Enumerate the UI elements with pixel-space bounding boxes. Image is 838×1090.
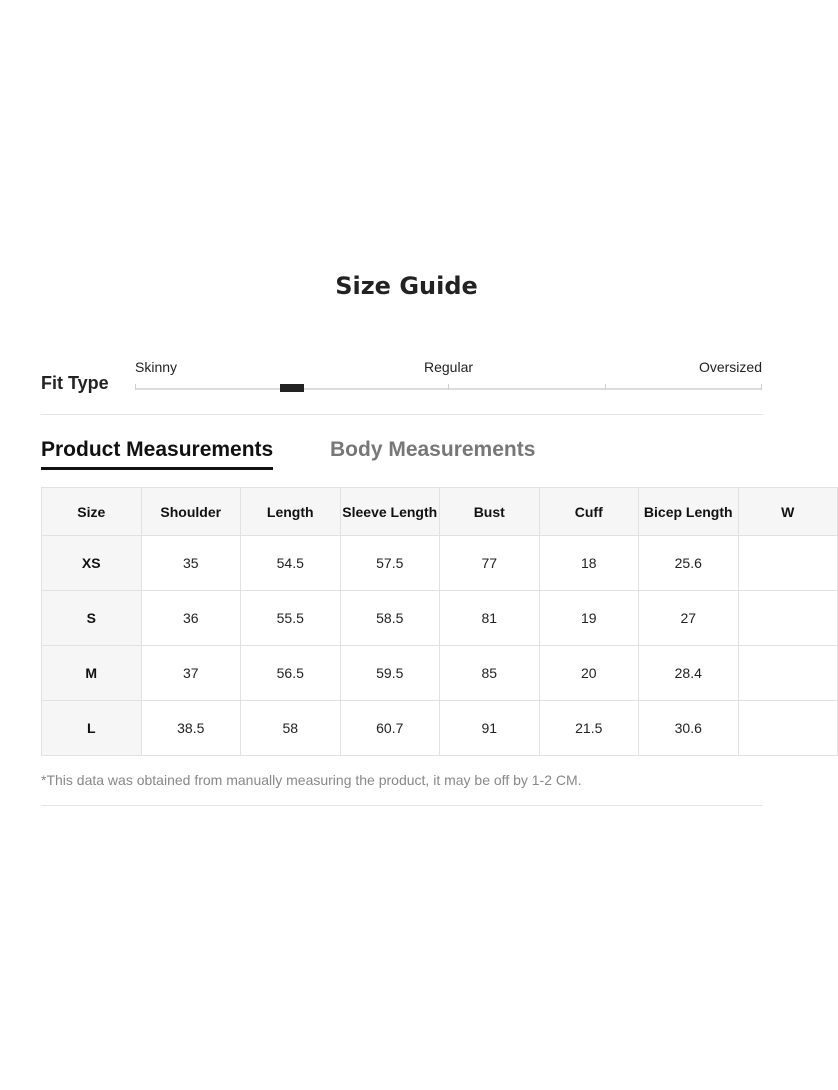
fit-tick	[135, 384, 136, 390]
fit-scale-regular: Regular	[424, 359, 474, 375]
fit-level-marker	[280, 384, 304, 392]
table-cell: 37	[141, 646, 241, 701]
table-cell: 38.5	[141, 701, 241, 756]
table-cell	[738, 536, 838, 591]
table-cell: 21.5	[539, 701, 639, 756]
column-header: Length	[241, 488, 341, 536]
table-cell: 85	[440, 646, 540, 701]
measurement-disclaimer: *This data was obtained from manually measuring the product, it may be off by 1-2 CM.	[41, 772, 582, 788]
column-header: Bicep Length	[639, 488, 739, 536]
table-cell: 20	[539, 646, 639, 701]
column-header: Size	[42, 488, 142, 536]
table-cell: 60.7	[340, 701, 440, 756]
table-cell: 36	[141, 591, 241, 646]
table-cell: 81	[440, 591, 540, 646]
table-cell: 58	[241, 701, 341, 756]
fit-type-scale	[135, 358, 762, 398]
fit-type-label: Fit Type	[41, 373, 109, 393]
size-cell: L	[42, 701, 142, 756]
table-cell	[738, 701, 838, 756]
fit-scale-oversized: Oversized	[698, 359, 762, 375]
table-cell: 25.6	[639, 536, 739, 591]
column-header: Cuff	[539, 488, 639, 536]
table-header-row	[42, 488, 838, 536]
column-header: W	[738, 488, 838, 536]
table-cell: 56.5	[241, 646, 341, 701]
table-cell: 54.5	[241, 536, 341, 591]
table-cell	[738, 591, 838, 646]
column-header: Sleeve Length	[340, 488, 440, 536]
divider	[41, 805, 763, 806]
table-cell: 28.4	[639, 646, 739, 701]
divider	[41, 414, 763, 415]
table-row	[42, 591, 838, 646]
fit-tick	[605, 384, 606, 390]
table-cell: 55.5	[241, 591, 341, 646]
column-header: Shoulder	[141, 488, 241, 536]
fit-scale-skinny: Skinny	[135, 359, 178, 375]
table-cell: 30.6	[639, 701, 739, 756]
size-cell: M	[42, 646, 142, 701]
table-cell: 18	[539, 536, 639, 591]
table-cell: 91	[440, 701, 540, 756]
table-cell: 58.5	[340, 591, 440, 646]
column-header: Bust	[440, 488, 540, 536]
size-cell: S	[42, 591, 142, 646]
table-cell: 35	[141, 536, 241, 591]
table-cell: 59.5	[340, 646, 440, 701]
table-cell: 19	[539, 591, 639, 646]
fit-tick	[448, 384, 449, 390]
size-cell: XS	[42, 536, 142, 591]
table-cell: 77	[440, 536, 540, 591]
table-row	[42, 536, 838, 591]
table-row	[42, 701, 838, 756]
table-cell: 27	[639, 591, 739, 646]
tab-body-measurements[interactable]: Body Measurements	[330, 438, 536, 461]
fit-tick	[761, 384, 762, 390]
tab-product-measurements[interactable]: Product Measurements	[41, 438, 273, 470]
table-cell	[738, 646, 838, 701]
measurements-table	[41, 487, 795, 757]
page-title: Size Guide	[335, 272, 478, 300]
table-row	[42, 646, 838, 701]
table-cell: 57.5	[340, 536, 440, 591]
